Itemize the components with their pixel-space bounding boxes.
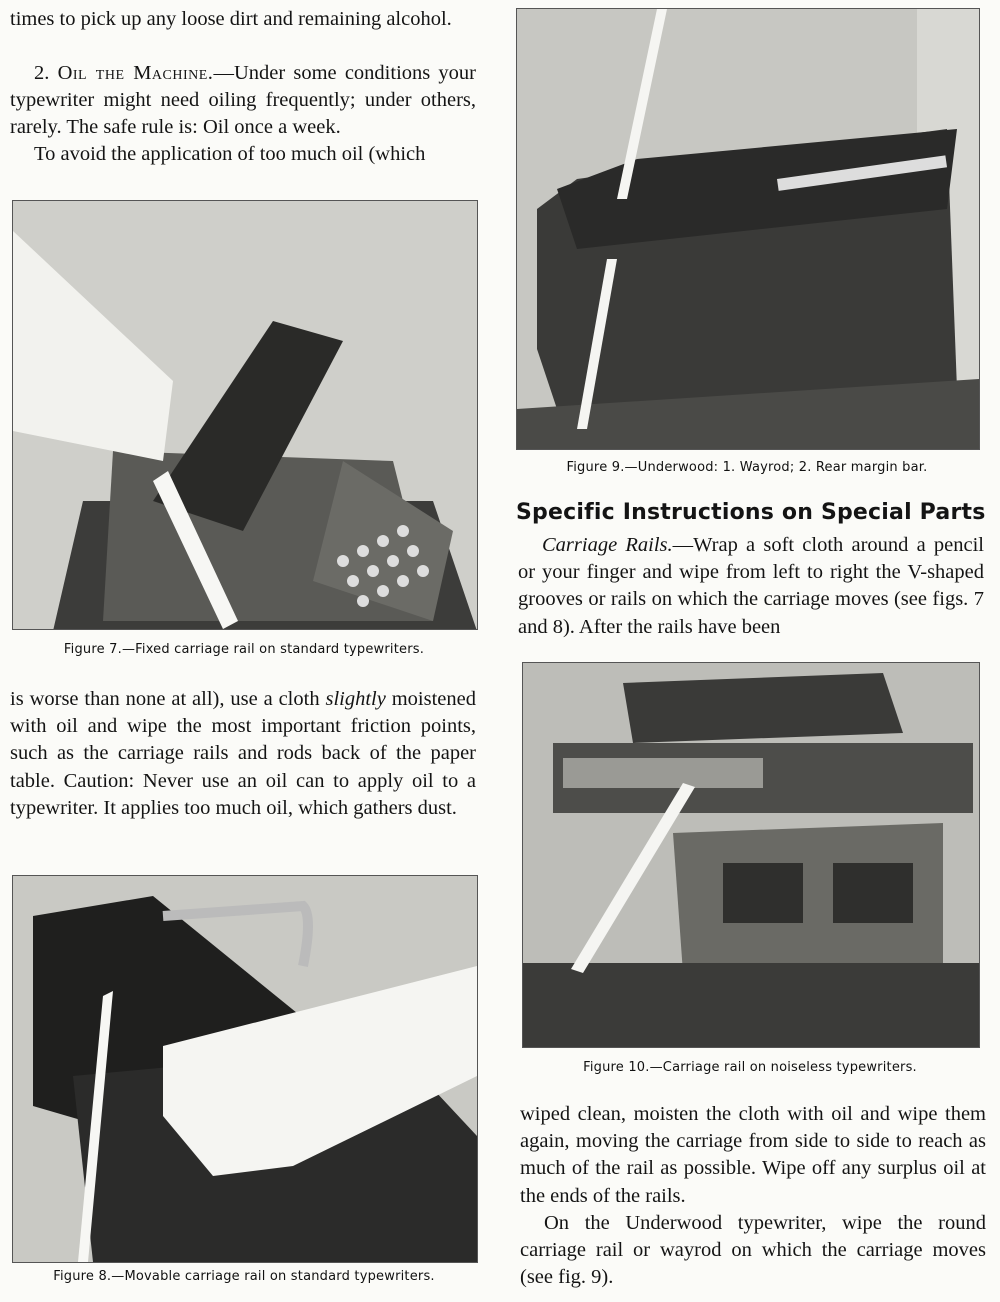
figure-8-photo: [12, 875, 478, 1263]
typewriter-photo-icon: [13, 201, 477, 629]
carriage-rails-body: —Wrap a soft cloth around a pencil or your finger and wipe from left to right the V-shaped grooves or rails on which the carriage moves (see figs. 7 and 8). After the rails have been: [518, 534, 984, 638]
typewriter-photo-icon: [523, 663, 979, 1047]
worse-text-1: is worse than none at all), use a cloth: [10, 688, 326, 710]
carriage-rails-label: Carriage Rails.: [542, 534, 673, 556]
paragraph-avoid-oil: [10, 141, 476, 168]
paragraph-wiped-clean: [520, 1101, 986, 1210]
oil-number: 2.: [34, 62, 58, 84]
paragraph-carriage-rails: [518, 532, 984, 641]
worse-emphasis: slightly: [325, 688, 386, 710]
worse-text-2: moistened with oil and wipe the most important friction points, such as the carriage rails and rods back of the paper table. Caution: Never use an oil can to apply oil to a typewriter. It applies too much oil, which gathers dust.: [10, 688, 476, 819]
paragraph-underwood: [520, 1210, 986, 1292]
oil-heading: Oil the Machine.: [57, 62, 214, 84]
typewriter-photo-icon: [517, 9, 979, 449]
figure-8-caption: Figure 8.—Movable carriage rail on standard typewriters.: [53, 1269, 435, 1284]
figure-9-photo: [516, 8, 980, 450]
oil-body: —Under some conditions your typewriter might need oiling frequently; under others, rarely. The safe rule is: Oil once a week.: [10, 62, 477, 139]
section-heading: Specific Instructions on Special Parts: [516, 500, 986, 525]
paragraph-oil-machine: [10, 60, 476, 142]
avoid-text: To avoid the application of too much oil (which: [34, 143, 426, 165]
intro-text: times to pick up any loose dirt and remaining alcohol.: [10, 8, 452, 30]
underwood-text: On the Underwood typewriter, wipe the round carriage rail or wayrod on which the carriage moves (see fig. 9).: [520, 1212, 986, 1289]
figure-7-photo: [12, 200, 478, 630]
figure-10-photo: [522, 662, 980, 1048]
typewriter-photo-icon: [13, 876, 477, 1262]
figure-9-caption: Figure 9.—Underwood: 1. Wayrod; 2. Rear margin bar.: [566, 460, 928, 475]
wiped-text: wiped clean, moisten the cloth with oil and wipe them again, moving the carriage from side to side to reach as much of the rail as possible. Wipe off any surplus oil at the ends of the rails.: [520, 1103, 986, 1207]
paragraph-worse-than-none: [10, 686, 476, 822]
figure-7-caption: Figure 7.—Fixed carriage rail on standard typewriters.: [63, 642, 425, 657]
figure-10-caption: Figure 10.—Carriage rail on noiseless typewriters.: [583, 1060, 917, 1075]
paragraph-intro: [10, 6, 476, 33]
